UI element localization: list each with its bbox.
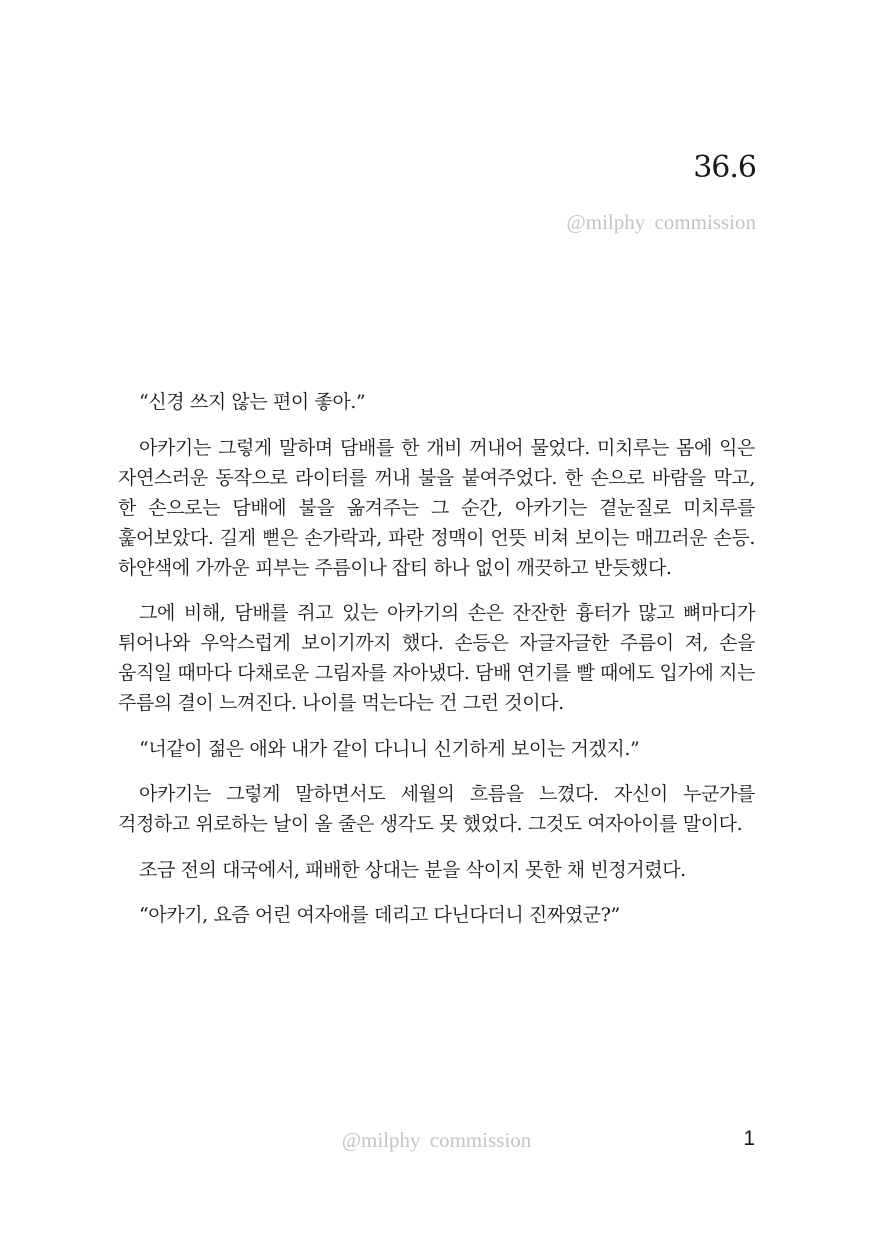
paragraph: 조금 전의 대국에서, 패배한 상대는 분을 삭이지 못한 채 빈정거렸다. <box>139 858 686 881</box>
body-text <box>118 387 755 946</box>
page-number: 1 <box>743 1127 755 1150</box>
paragraph: 그에 비해, 담배를 쥐고 있는 아카기의 손은 잔잔한 흉터가 많고 뼈마디가 튀어나와 우악스럽게 보이기까지 했다. 손등은 자글자글한 주름이 져, 손을 움직일 때마다 다채로운 그림자를 자아냈다. 담배 연기를 빨 때에도 입가에 지는 주름의 결이 느껴진다. 나이를 먹는다는 건 그런 것이다. <box>118 602 755 714</box>
paragraph: “너같이 젊은 애와 내가 같이 다니니 신기하게 보이는 거겠지.” <box>139 737 640 760</box>
paragraph: “아카기, 요즘 어린 여자애를 데리고 다닌다더니 진짜였군?” <box>139 904 620 926</box>
header-watermark: @milphy commission <box>566 210 756 234</box>
paragraph: 아카기는 그렇게 말하면서도 세월의 흐름을 느꼈다. 자신이 누군가를 걱정하고 위로하는 날이 올 줄은 생각도 못 했었다. 그것도 여자아이를 말이다. <box>118 783 755 835</box>
chapter-title: 36.6 <box>693 150 756 185</box>
paragraph: 아카기는 그렇게 말하며 담배를 한 개비 꺼내어 물었다. 미치루는 몸에 익은 자연스러운 동작으로 라이터를 꺼내 불을 붙여주었다. 한 손으로 바람을 막고, 한 손으로는 담배에 불을 옮겨주는 그 순간, 아카기는 곁눈질로 미치루를 훑어보았다. 길게 뻗은 손가락과, 파란 정맥이 언뜻 비쳐 보이는 매끄러운 손등. 하얀색에 가까운 피부는 주름이나 잡티 하나 없이 깨끗하고 반듯했다. <box>118 436 755 579</box>
paragraph: “신경 쓰지 않는 편이 좋아.” <box>139 391 366 413</box>
footer-watermark: @milphy commission <box>341 1128 532 1152</box>
